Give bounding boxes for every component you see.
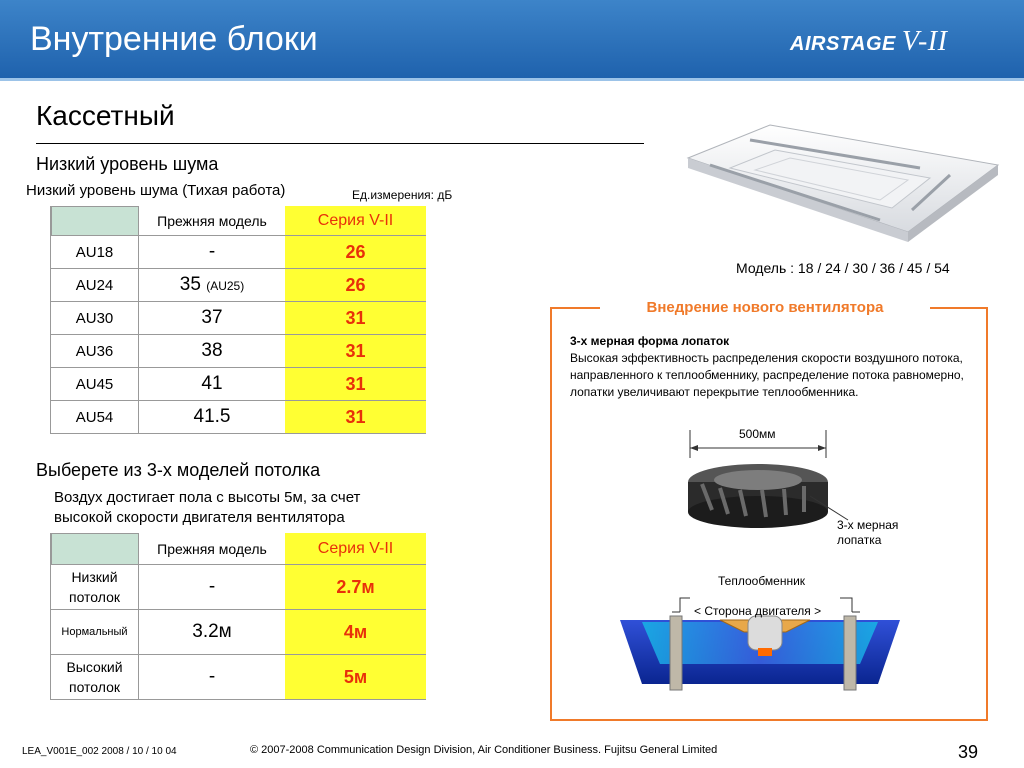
header-cell-blank (51, 206, 139, 236)
model-cell: AU30 (51, 302, 139, 335)
prev-value-cell (139, 269, 285, 302)
prev-value-cell (139, 302, 285, 335)
ceiling-type-cell (51, 610, 139, 655)
table-row (51, 236, 426, 269)
document-code: LEA_V001E_002 2008 / 10 / 10 04 (22, 746, 177, 757)
new-value-cell: 4м (285, 610, 426, 655)
model-cell: AU45 (51, 368, 139, 401)
logo-text: AIRSTAGE (790, 33, 896, 55)
header-cell-prev-model: Прежняя модель (139, 533, 285, 565)
section-title: Кассетный (36, 100, 175, 131)
header-cell-blank (51, 533, 139, 565)
prev-value-cell: - (139, 655, 285, 700)
ceiling-description (54, 488, 360, 528)
prev-value-note: (AU25) (206, 279, 245, 293)
new-value-cell: 2.7м (285, 565, 426, 610)
header-cell-new-series: Серия V-II (285, 533, 426, 565)
table-header-row (51, 533, 426, 565)
motor-side-label: < Сторона двигателя > (694, 604, 822, 618)
ceiling-type-line: Низкий (71, 569, 118, 585)
cassette-unit-image (680, 120, 1002, 250)
prev-value-cell (139, 335, 285, 368)
airstage-logo (790, 26, 947, 58)
model-cell: AU54 (51, 401, 139, 434)
new-value-cell: 26 (285, 269, 426, 302)
table-row (51, 269, 426, 302)
new-value-cell: 5м (285, 655, 426, 700)
table-row (51, 565, 426, 610)
model-cell: AU36 (51, 335, 139, 368)
ceiling-desc-line: высокой скорости двигателя вентилятора (54, 509, 345, 526)
slide-title: Внутренние блоки (30, 20, 318, 58)
table-row (51, 610, 426, 655)
prev-value: 41 (201, 373, 223, 394)
heat-exchanger-label: Теплообменник (718, 574, 806, 588)
prev-value-cell (139, 401, 285, 434)
logo-version: V-II (901, 26, 948, 57)
dimension-label: 500мм (739, 427, 776, 441)
ceiling-type-line: Высокий (66, 659, 123, 675)
prev-value: 41.5 (193, 406, 231, 427)
ceiling-heading: Выберете из 3-х моделей потолка (36, 460, 321, 480)
noise-heading: Низкий уровень шума (36, 154, 219, 174)
noise-table (50, 206, 426, 434)
noise-subheading: Низкий уровень шума (Тихая работа) (26, 182, 286, 199)
ceiling-type-line: потолок (68, 679, 121, 695)
section-divider (36, 143, 644, 144)
table-row (51, 302, 426, 335)
table-row (51, 368, 426, 401)
fan-description: Высокая эффективность распределения скорости воздушного потока, направленного к теплообменнику, распределение потока равномерно, лопатки увеличивают перекрытие теплообменника. (570, 351, 964, 399)
prev-value-cell (139, 368, 285, 401)
prev-value: 38 (201, 340, 223, 361)
copyright: © 2007-2008 Communication Design Division, Air Conditioner Business. Fujitsu General Limited (250, 744, 718, 756)
new-value-cell: 26 (285, 236, 426, 269)
table-row (51, 655, 426, 700)
new-value-cell: 31 (285, 302, 426, 335)
prev-value: - (208, 241, 216, 262)
page-number: 39 (958, 742, 979, 762)
ceiling-type-cell (51, 565, 139, 610)
model-range: Модель : 18 / 24 / 30 / 36 / 45 / 54 (736, 260, 950, 276)
blade-label-line: лопатка (837, 533, 882, 547)
header-cell-prev-model: Прежняя модель (139, 206, 285, 236)
unit-label: Ед.измерения: дБ (352, 188, 453, 202)
new-value-cell: 31 (285, 335, 426, 368)
table-row (51, 401, 426, 434)
blade-label-line: 3-х мерная (837, 518, 899, 532)
model-cell: AU24 (51, 269, 139, 302)
fan-title: Внедрение нового вентилятора (646, 299, 884, 316)
fan-desc-title: 3-х мерная форма лопаток (570, 334, 730, 348)
ceiling-type-cell (51, 655, 139, 700)
header-cell-new-series: Серия V-II (285, 206, 426, 236)
table-header-row (51, 206, 426, 236)
ceiling-type-line: Нормальный (61, 626, 128, 638)
prev-value-cell: 3.2м (139, 610, 285, 655)
ceiling-table (50, 533, 426, 700)
prev-value-cell: - (139, 565, 285, 610)
prev-value: 35 (179, 274, 201, 295)
heat-exchanger-diagram (620, 572, 900, 702)
model-cell: AU18 (51, 236, 139, 269)
blade-label (837, 518, 898, 548)
new-value-cell: 31 (285, 368, 426, 401)
prev-value-cell (139, 236, 285, 269)
table-row (51, 335, 426, 368)
header-divider (0, 78, 1024, 81)
ceiling-desc-line: Воздух достигает пола с высоты 5м, за счет (54, 489, 361, 506)
prev-value: 37 (201, 307, 223, 328)
new-value-cell: 31 (285, 401, 426, 434)
ceiling-type-line: потолок (68, 589, 121, 605)
